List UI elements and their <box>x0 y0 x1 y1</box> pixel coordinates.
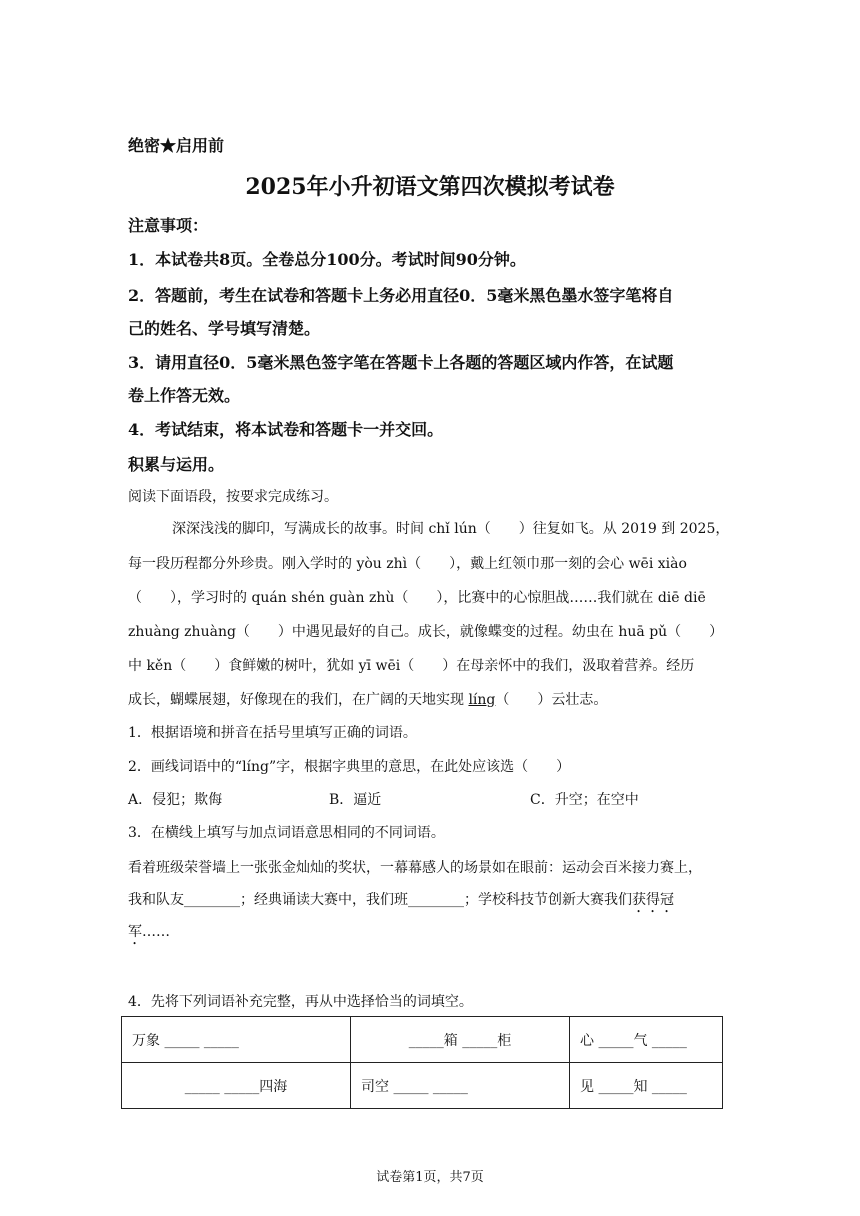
option-a: A．侵犯；欺侮 <box>128 792 223 808</box>
q3-text: …… <box>142 924 170 940</box>
passage-line: 每一段历程都分外珍贵。刚入学时的 yòu zhì（ ），戴上红领巾那一刻的会心 wēi xiào <box>128 556 687 572</box>
table-cell[interactable]: _____箱 _____柜 <box>351 1017 570 1063</box>
passage-line: zhuàng zhuàng（ ）中遇见最好的自己。成长，就像蝶变的过程。幼虫在 huā pǔ（ ） <box>128 624 724 640</box>
table-cell[interactable]: 见 _____知 _____ <box>570 1063 723 1109</box>
table-row <box>122 1063 723 1109</box>
notes-heading: 注意事项： <box>128 216 209 235</box>
question-3-text: 看着班级荣誉墙上一张张金灿灿的奖状，一幕幕感人的场景如在眼前：运动会百米接力赛上， <box>128 860 702 876</box>
section-heading: 积累与运用。 <box>128 455 225 474</box>
question-3-text <box>128 921 170 948</box>
confidential-label: 绝密★启用前 <box>128 136 225 155</box>
question-2: 2．画线词语中的“líng”字，根据字典里的意思，在此处应该选（ ） <box>128 759 571 775</box>
vocab-table <box>121 1016 723 1109</box>
question-4: 4．先将下列词语补充完整，再从中选择恰当的词填空。 <box>128 994 473 1010</box>
table-cell[interactable]: _____ _____四海 <box>122 1063 351 1109</box>
table-cell[interactable]: 心 _____气 _____ <box>570 1017 723 1063</box>
passage-line: 深深浅浅的脚印，写满成长的故事。时间 chǐ lún（ ）往复如飞。从 2019 到 2025， <box>172 521 730 537</box>
note-item: 1．本试卷共8页。全卷总分100分。考试时间90分钟。 <box>128 250 526 269</box>
option-c: C．升空；在空中 <box>530 792 639 808</box>
exam-title: 2025年小升初语文第四次模拟考试卷 <box>245 174 615 200</box>
dotted-phrase: 获得冠 <box>632 892 674 908</box>
passage-line <box>128 689 607 709</box>
dotted-phrase: 军 <box>128 924 142 940</box>
passage-line: 中 kěn（ ）食鲜嫩的树叶，犹如 yī wēi（ ）在母亲怀中的我们，汲取着营养。经历 <box>128 658 695 674</box>
question-1: 1．根据语境和拼音在括号里填写正确的词语。 <box>128 725 417 741</box>
passage-text: 成长，蝴蝶展翅，好像现在的我们，在广阔的天地实现 <box>128 692 469 708</box>
note-item: 3．请用直径0．5毫米黑色签字笔在答题卡上各题的答题区域内作答，在试题 <box>128 353 674 372</box>
note-item: 4．考试结束，将本试卷和答题卡一并交回。 <box>128 420 444 439</box>
note-item: 己的姓名、学号填写清楚。 <box>128 319 321 338</box>
section-instruction: 阅读下面语段，按要求完成练习。 <box>128 489 338 505</box>
table-cell[interactable]: 万象 _____ _____ <box>122 1017 351 1063</box>
question-3: 3．在横线上填写与加点词语意思相同的不同词语。 <box>128 825 445 841</box>
note-item: 2．答题前，考生在试卷和答题卡上务必用直径0．5毫米黑色墨水签字笔将自 <box>128 286 674 305</box>
page-footer: 试卷第1页，共7页 <box>376 1170 484 1185</box>
passage-text: （ ）云壮志。 <box>495 692 608 708</box>
underlined-pinyin: líng <box>468 692 496 708</box>
note-item: 卷上作答无效。 <box>128 386 241 405</box>
option-b: B．逼近 <box>329 792 382 808</box>
table-cell[interactable]: 司空 _____ _____ <box>351 1063 570 1109</box>
passage-line: （ ），学习时的 quán shén guàn zhù（ ），比赛中的心惊胆战……我们就在 diē diē <box>128 590 706 606</box>
table-row <box>122 1017 723 1063</box>
question-3-text <box>128 889 674 916</box>
q3-text: 我和队友________；经典诵读大赛中，我们班________；学校科技节创新大赛我们 <box>128 892 632 908</box>
